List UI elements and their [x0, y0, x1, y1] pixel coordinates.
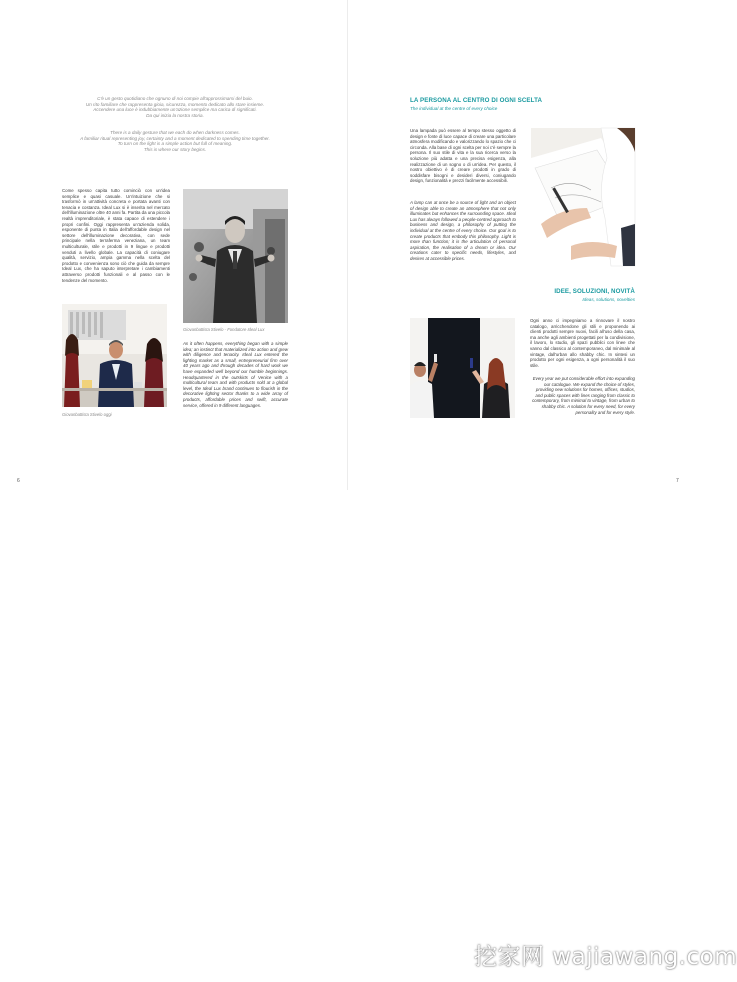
designer-sketch-photo	[531, 128, 635, 266]
section2-subtitle: Ideas, solutions, novelties	[582, 297, 635, 302]
page-number-right: 7	[676, 478, 679, 484]
team-photo	[62, 304, 167, 407]
section1-text-italian: Una lampada può essere al tempo stesso oggetto di design e fonte di luce capace di creare una particolare atmosfera modificando e valorizzando lo spazio che ci circonda. Alla base di ogni scelta per noi c'è sempre la persona. Il suo stile di vita e la sua ricerca verso la soluzione più adatta e una precisa esigenza, alla realizzazione di un sogno o di un'idea. Per questo, il nostro obiettivo è di creare prodotti in grado di soddisfare bisogni e desideri diversi, coniugando design, funzionalità e prezzi facilmente accessibili.	[410, 128, 516, 184]
section2-text-english: Every year we put considerable effort into expanding our catalogue. We expand the choice of styles, providing new solutions for homes, offices, studios, and public spaces with lines ranging from classic to contemporary, from minimal to vintage, from urban to shabby chic. A solution for every need, for every personality and for every style.	[532, 376, 635, 415]
section1-title: LA PERSONA AL CENTRO DI OGNI SCELTA	[410, 97, 543, 104]
section1-text-english: A lamp can at once be a source of light and an object of design able to create an atmosphere that not only illuminates but enhances the surrounding space. Ideal Lux has always followed a people-centred approach to business and design, a philosophy of putting the individual at the centre of every choice. Our goal is to create products that embody this philosophy. Light is more than function; it is the articulation of personal aspiration, the realisation of a dream or idea. Our creations cater to specific needs, lifestyles, and desires at accessible prices.	[410, 200, 516, 261]
section2-text-italian: Ogni anno ci impegniamo a rinnovare il nostro catalogo, arricchendone gli stili e proponendo ai clienti prodotti sempre nuovi, facili all'uso della casa, ma anche agli ambienti progettati per la condivisione, il lavoro, lo studio, gli spazi pubblici con linee che vanno dal classico al contemporaneo, dal minimale al vintage, dall'urban allo shabby chic. In sintesi un prodotto per ogni esigenza, a ogni personalità il suo stile.	[530, 318, 635, 368]
body-text-italian: Come spesso capita tutto cominciò con un'idea semplice e quasi casuale. Un'intuizione che si trasformò in un'attività concreta e portata avanti con tenacia e costanza. Ideal Lux si è inserita nel mercato dell'illuminazione oltre 40 anni fa. Partita da una piccola realtà imprenditoriale, è stata capace di estendere i propri confini. Oggi rappresenta un'azienda solida, esponente di punta in Italia dell'affordable design nel settore dell'illuminazione decorativa, con sede principale nella terraferma veneziana, un team multiculturale, stile e prodotti in 9 lingue e prodotti venduti a livello globale. La capacità di coniugare qualità, servizio, ampia gamma nella scelta del prodotto e convenienza sono ciò che guida da sempre Ideal Lux, che ha saputo interpretare i cambiamenti attraverso prodotti funzionali e al passo con le tendenze del momento.	[62, 188, 170, 283]
watermark: 挖家网 wajiawang.com	[474, 944, 737, 970]
intro-italian: C'è un gesto quotidiano che ognuno di noi compie all'approssimarsi del buio. Un rito familiare che rappresenta gioia, sicurezza, momento dedicato allo stare insieme. Accendere una luce è indubbiamente un'azione semplice ma carica di significati. Da qui inizia la nostra storia.	[85, 96, 265, 118]
people-with-lamps-photo	[410, 318, 515, 418]
founder-photo	[183, 189, 288, 323]
section1-subtitle: The individual at the centre of every choice	[410, 106, 498, 111]
body-text-english: As it often happens, everything began with a simple idea; an instinct that materialized into action and grew with diligence and tenacity. Ideal Lux entered the lighting market as a small, entrepreneurial firm over 40 years ago and through decades of hard work we have expanded well beyond our humble beginnings. Headquartered in the outskirts of Venice with a multicultural team and with products sold at a global level, the Ideal Lux brand continues to flourish in the decorative lighting sector thanks to a wide array of products, affordable prices and swift, accurate service, offered in 9 different languages.	[183, 341, 288, 408]
page-spread-gutter	[347, 0, 348, 490]
section2-title: IDEE, SOLUZIONI, NOVITÀ	[554, 288, 635, 295]
page-number-left: 6	[17, 478, 20, 484]
caption-team: Giovanbattista Stivelo oggi	[62, 412, 112, 417]
caption-founder: Giovanbattista Stivelo - Fondatore Ideal Lux	[183, 327, 265, 332]
intro-english: There is a daily gesture that we each do when darkness comes. A familiar ritual representing joy, certainty and a moment dedicated to spending time together. To turn on the light is a simple action but full of meaning. This is where our story begins.	[80, 130, 270, 152]
